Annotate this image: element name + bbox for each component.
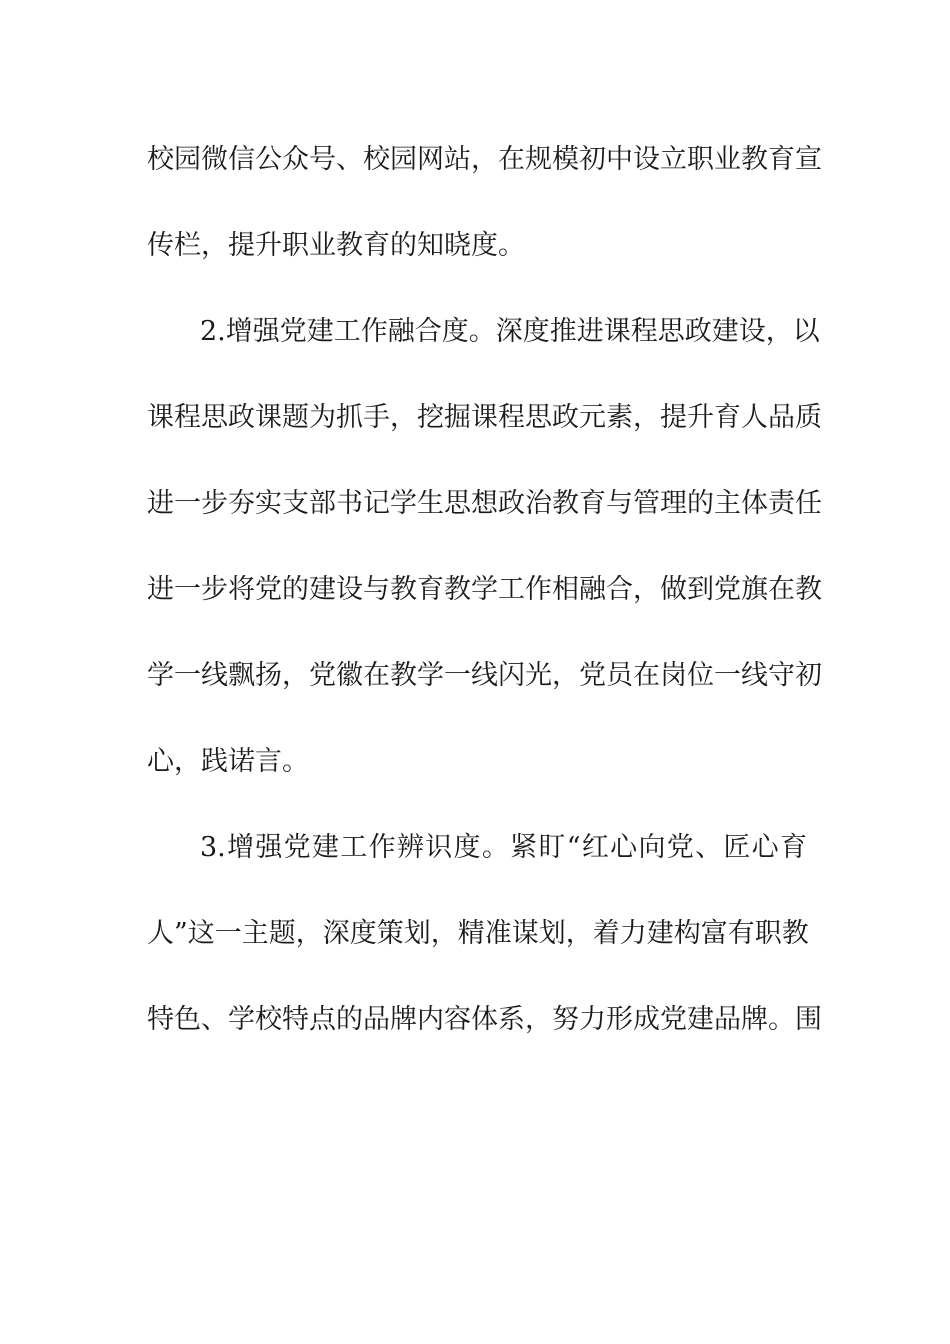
paragraph-3-line-2: 人”这一主题，深度策划，精准谋划，着力建构富有职教 [147, 918, 809, 949]
paragraph-2-line-4: 进一步将党的建设与教育教学工作相融合，做到党旗在教 [147, 574, 822, 605]
paragraph-3-line-3: 特色、学校特点的品牌内容体系，努力形成党建品牌。围 [147, 1004, 822, 1035]
paragraph-2-line-5: 学一线飘扬，党徽在教学一线闪光，党员在岗位一线守初 [147, 660, 822, 691]
paragraph-2-line-6: 心，践诺言。 [147, 746, 309, 777]
paragraph-3-line-1: 3.增强党建工作辨识度。紧盯“红心向党、匠心育 [200, 832, 807, 863]
paragraph-2-line-1: 2.增强党建工作融合度。深度推进课程思政建设，以 [200, 316, 820, 347]
paragraph-1-line-1: 校园微信公众号、校园网站，在规模初中设立职业教育宣 [147, 144, 822, 175]
paragraph-2-line-3: 进一步夯实支部书记学生思想政治教育与管理的主体责任 [147, 488, 822, 519]
paragraph-2-line-2: 课程思政课题为抓手，挖掘课程思政元素，提升育人品质 [147, 402, 822, 433]
paragraph-1-line-2: 传栏，提升职业教育的知晓度。 [147, 230, 525, 261]
